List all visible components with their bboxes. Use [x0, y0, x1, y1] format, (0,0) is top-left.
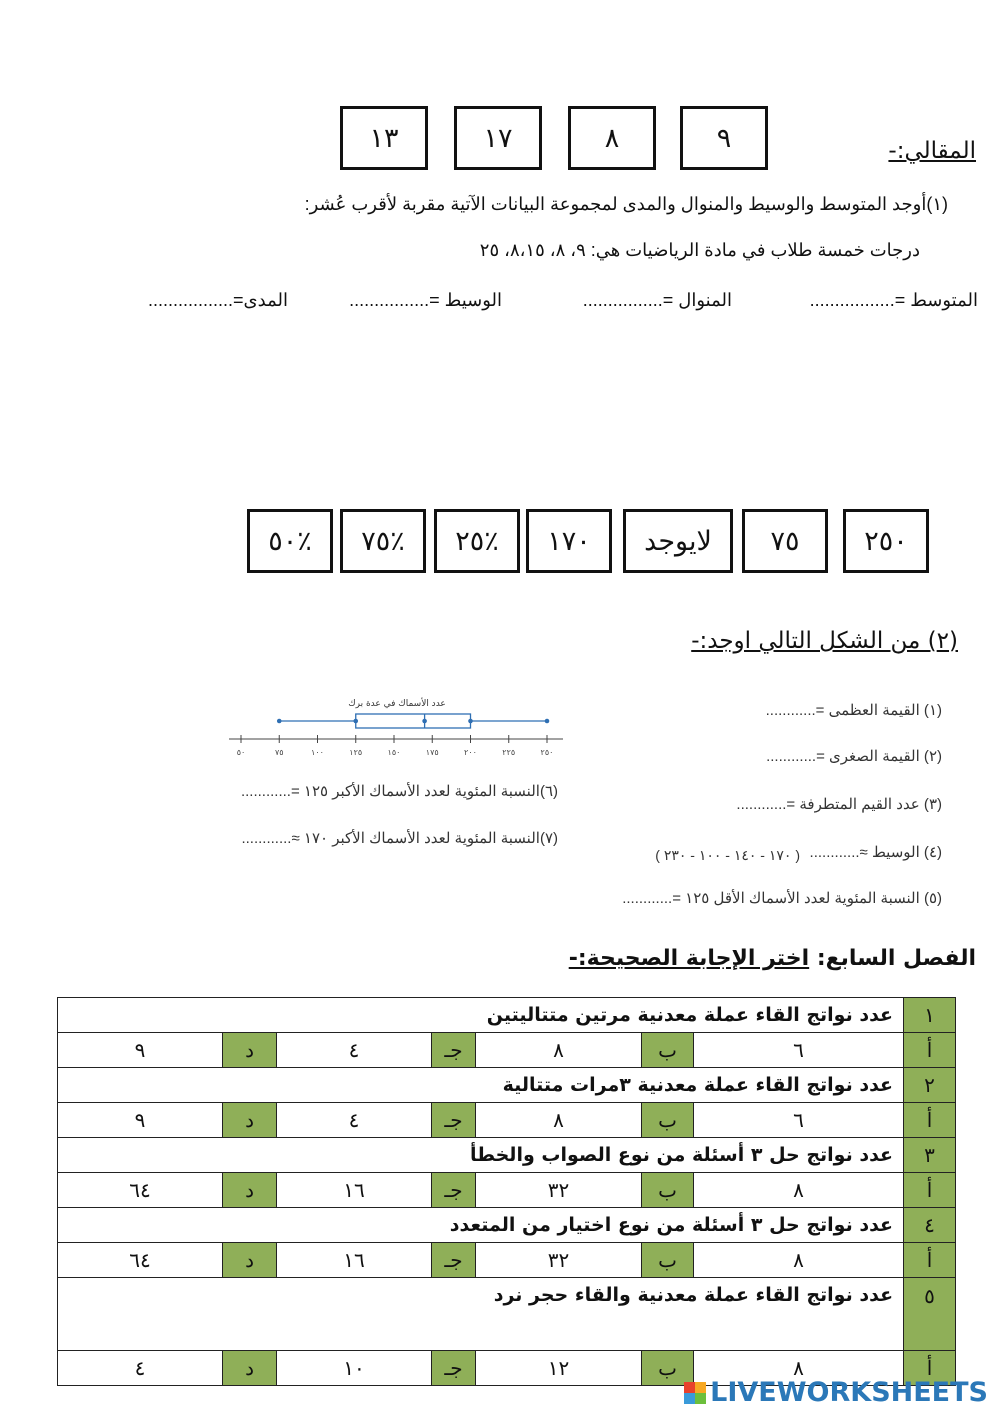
- question-number: ١: [904, 998, 956, 1033]
- question-number: ٤: [904, 1208, 956, 1243]
- option-label: أ: [904, 1173, 956, 1208]
- answer-box-25pct[interactable]: ٪٢٥: [434, 509, 520, 573]
- median-field[interactable]: الوسيط =................: [349, 290, 502, 310]
- option-label: د: [223, 1173, 277, 1208]
- answer-box-75[interactable]: ٧٥: [742, 509, 828, 573]
- median-point: [422, 719, 427, 724]
- option-answer[interactable]: ٤: [277, 1103, 432, 1138]
- question-row: [58, 1278, 956, 1351]
- axis-tick-label: ١٠٠: [311, 748, 324, 757]
- option-answer[interactable]: ٦٤: [58, 1243, 223, 1278]
- option-label: ب: [642, 1033, 694, 1068]
- axis-tick-label: ١٥٠: [387, 748, 401, 757]
- option-label: أ: [904, 1243, 956, 1278]
- question-number: ٥: [904, 1278, 956, 1351]
- option-label: د: [223, 1351, 277, 1386]
- option-answer[interactable]: ٤: [58, 1351, 223, 1386]
- q3-point: [468, 719, 473, 724]
- min-point: [277, 719, 282, 724]
- mcq-table: [57, 997, 956, 1386]
- option-answer[interactable]: ٦: [694, 1033, 904, 1068]
- option-label: جـ: [432, 1033, 476, 1068]
- question-text: عدد نواتج القاء عملة معدنية والقاء حجر نرد: [58, 1278, 904, 1351]
- box-plot-series: [277, 714, 549, 728]
- answer-box-250[interactable]: ٢٥٠: [843, 509, 929, 573]
- axis-tick-label: ٧٥: [274, 748, 284, 757]
- mode-field[interactable]: المنوال =................: [582, 290, 732, 310]
- option-answer[interactable]: ٨: [476, 1103, 642, 1138]
- q1-instruction: (١)أوجد المتوسط والوسيط والمنوال والمدى لمجموعة البيانات الآتية مقربة لأقرب عُشر:: [304, 194, 948, 214]
- answer-box-170[interactable]: ١٧٠: [526, 509, 612, 573]
- box-iqr: [356, 714, 471, 728]
- chapter-heading: [569, 946, 976, 971]
- answer-box-none[interactable]: لايوجد: [623, 509, 733, 573]
- q2-item-3[interactable]: (٣) عدد القيم المتطرفة =............: [736, 796, 942, 813]
- option-label: جـ: [432, 1243, 476, 1278]
- question-number: ٣: [904, 1138, 956, 1173]
- question-text: عدد نواتج القاء عملة معدنية ٣مرات متتالية: [58, 1068, 904, 1103]
- options-row: [58, 1103, 956, 1138]
- q2-item-7[interactable]: (٧)النسبة المئوية لعدد الأسماك الأكبر ١٧٠ ≈............: [241, 830, 558, 847]
- chapter-instruction: اختر الإجابة الصحيحة:-: [568, 946, 810, 971]
- options-row: [58, 1173, 956, 1208]
- option-label: ب: [642, 1351, 694, 1386]
- q2-heading-text: (٢) من الشكل التالي اوجد:-: [691, 628, 958, 654]
- axis-tick-label: ٥٠: [236, 748, 246, 757]
- question-row: [58, 1068, 956, 1103]
- answer-box-2[interactable]: ١٧: [454, 106, 542, 170]
- q1-point: [353, 719, 358, 724]
- essay-section-title: المقالي:-: [888, 138, 976, 164]
- q2-item-4[interactable]: (٤) الوسيط ≈............: [809, 844, 942, 861]
- option-answer[interactable]: ٩: [58, 1033, 223, 1068]
- option-label: أ: [904, 1351, 956, 1386]
- q2-item-6[interactable]: (٦)النسبة المئوية لعدد الأسماك الأكبر ١٢٥ =............: [240, 783, 558, 800]
- question-row: [58, 1138, 956, 1173]
- question-text: عدد نواتج حل ٣ أسئلة من نوع اختيار من المتعدد: [58, 1208, 904, 1243]
- logo-text: LIVEWORKSHEETS: [710, 1377, 988, 1408]
- option-label: جـ: [432, 1103, 476, 1138]
- axis-tick-label: ٢٢٥: [502, 748, 516, 757]
- liveworksheets-logo-icon: [684, 1382, 706, 1404]
- option-answer[interactable]: ١٠: [277, 1351, 432, 1386]
- axis-tick-label: ١٧٥: [425, 748, 439, 757]
- option-answer[interactable]: ٦٤: [58, 1173, 223, 1208]
- liveworksheets-logo: [684, 1377, 988, 1408]
- axis-tick-label: ٢٥٠: [540, 748, 554, 757]
- option-label: د: [223, 1033, 277, 1068]
- options-row: [58, 1033, 956, 1068]
- max-point: [545, 719, 550, 724]
- option-answer[interactable]: ٣٢: [476, 1243, 642, 1278]
- axis-tick-label: ١٢٥: [349, 748, 363, 757]
- option-answer[interactable]: ٨: [694, 1243, 904, 1278]
- axis-tick-label: ٢٠٠: [464, 748, 477, 757]
- question-text: عدد نواتج حل ٣ أسئلة من نوع الصواب والخطأ: [58, 1138, 904, 1173]
- option-label: أ: [904, 1103, 956, 1138]
- q2-item-5[interactable]: (٥) النسبة المئوية لعدد الأسماك الأقل ١٢٥ =............: [622, 890, 942, 907]
- option-label: جـ: [432, 1173, 476, 1208]
- mean-field[interactable]: المتوسط =.................: [809, 290, 978, 310]
- q2-item-2[interactable]: (٢) القيمة الصغرى =............: [766, 748, 942, 765]
- box-plot-figure: [225, 692, 570, 764]
- option-label: ب: [642, 1173, 694, 1208]
- option-label: د: [223, 1103, 277, 1138]
- option-answer[interactable]: ٦: [694, 1103, 904, 1138]
- answer-box-1[interactable]: ١٣: [340, 106, 428, 170]
- option-answer[interactable]: ٩: [58, 1103, 223, 1138]
- question-text: عدد نواتج القاء عملة معدنية مرتين متتاليتين: [58, 998, 904, 1033]
- answer-box-3[interactable]: ٨: [568, 106, 656, 170]
- range-field[interactable]: المدى=.................: [148, 290, 288, 310]
- option-answer[interactable]: ١٦: [277, 1243, 432, 1278]
- option-label: ب: [642, 1103, 694, 1138]
- option-label: جـ: [432, 1351, 476, 1386]
- box-plot-title: عدد الأسماك في عدة برك: [348, 699, 446, 709]
- q2-heading: [691, 628, 958, 654]
- option-answer[interactable]: ١٢: [476, 1351, 642, 1386]
- option-label: ب: [642, 1243, 694, 1278]
- answer-box-50pct[interactable]: ٪٥٠: [247, 509, 333, 573]
- option-answer[interactable]: ٨: [694, 1173, 904, 1208]
- answer-box-4[interactable]: ٩: [680, 106, 768, 170]
- box-plot-ticks: [237, 735, 554, 757]
- question-row: [58, 998, 956, 1033]
- option-answer[interactable]: ١٦: [277, 1173, 432, 1208]
- q2-item-1[interactable]: (١) القيمة العظمى =............: [765, 702, 942, 719]
- options-row: [58, 1243, 956, 1278]
- answer-box-75pct[interactable]: ٪٧٥: [340, 509, 426, 573]
- option-answer[interactable]: ٨: [476, 1033, 642, 1068]
- option-answer[interactable]: ٤: [277, 1033, 432, 1068]
- question-number: ٢: [904, 1068, 956, 1103]
- question-row: [58, 1208, 956, 1243]
- option-label: أ: [904, 1033, 956, 1068]
- q2-item-4-options: ( ١٧٠ - ١٤٠ - ١٠٠ - ٢٣٠ ): [655, 847, 800, 863]
- option-answer[interactable]: ٣٢: [476, 1173, 642, 1208]
- option-answer[interactable]: ٨: [694, 1351, 904, 1386]
- q1-data: درجات خمسة طلاب في مادة الرياضيات هي: ٩، ٨، ٨،١٥، ٢٥: [479, 240, 920, 260]
- option-label: د: [223, 1243, 277, 1278]
- chapter-title: الفصل السابع:: [816, 946, 976, 971]
